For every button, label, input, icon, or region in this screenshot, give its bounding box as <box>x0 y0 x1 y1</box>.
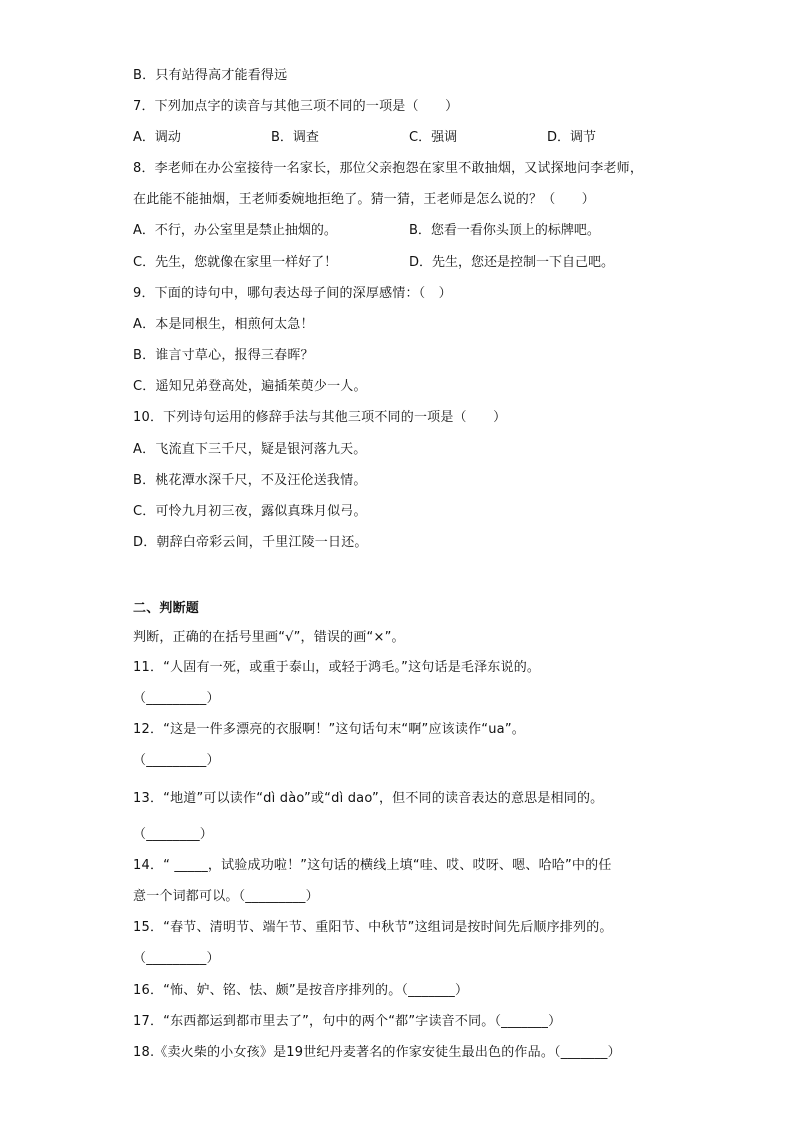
q8-option-b: B．您看一看你头顶上的标牌吧。 <box>409 223 600 238</box>
q7-option-b: B．调查 <box>271 130 319 145</box>
q8-option-a: A．不行，办公室里是禁止抽烟的。 <box>133 223 337 238</box>
q9-option-a: A．本是同根生，相煎何太急！ <box>133 317 314 332</box>
question-10-stem: 10．下列诗句运用的修辞手法与其他三项不同的一项是（ ） <box>133 410 507 425</box>
question-8-stem-line2: 在此能不能抽烟，王老师委婉地拒绝了。猜一猜，王老师是怎么说的？（ ） <box>133 192 596 207</box>
section-2-title: 二、判断题 <box>133 601 200 616</box>
question-14-stem-line1: 14．“ _____，试验成功啦！”这句话的横线上填“哇、哎、哎呀、嗯、哈哈”中的任 <box>133 858 612 873</box>
question-11-blank[interactable]: （_________） <box>133 691 220 706</box>
question-13-blank[interactable]: （________） <box>133 827 213 842</box>
question-8-stem-line1: 8．李老师在办公室接待一名家长，那位父亲抱怨在家里不敢抽烟，又试探地问李老师， <box>133 161 644 176</box>
question-12-blank[interactable]: （_________） <box>133 753 220 768</box>
question-14-stem-line2[interactable]: 意一个词都可以。（_________） <box>133 889 319 904</box>
q10-option-d: D．朝辞白帝彩云间，千里江陵一日还。 <box>133 535 368 550</box>
question-18-stem[interactable]: 18.《卖火柴的小女孩》是19世纪丹麦著名的作家安徒生最出色的作品。（_______） <box>133 1045 621 1060</box>
section-2-instruction: 判断，正确的在括号里画“√”，错误的画“×”。 <box>133 630 405 645</box>
q9-option-c: C．遥知兄弟登高处，遍插茱萸少一人。 <box>133 379 367 394</box>
question-13-stem: 13．“地道”可以读作“dì dào”或“dì dao”，但不同的读音表达的意思是相同的。 <box>133 791 604 806</box>
question-9-stem: 9．下面的诗句中，哪句表达母子间的深厚感情：（ ） <box>133 286 452 301</box>
q9-option-b: B．谁言寸草心，报得三春晖？ <box>133 348 314 363</box>
question-15-blank[interactable]: （_________） <box>133 951 220 966</box>
q10-option-c: C．可怜九月初三夜，露似真珠月似弓。 <box>133 504 367 519</box>
q6-option-b: B．只有站得高才能看得远 <box>133 68 288 83</box>
q7-option-c: C．强调 <box>409 130 458 145</box>
question-11-stem: 11．“人固有一死，或重于泰山，或轻于鸿毛。”这句话是毛泽东说的。 <box>133 660 541 675</box>
q8-option-d: D．先生，您还是控制一下自己吧。 <box>409 255 615 270</box>
question-7-stem: 7．下列加点字的读音与其他三项不同的一项是（ ） <box>133 99 459 114</box>
question-17-stem[interactable]: 17．“东西都运到都市里去了”，句中的两个“都”字读音不同。（_______） <box>133 1014 562 1029</box>
q7-option-d: D．调节 <box>547 130 597 145</box>
q8-option-c: C．先生，您就像在家里一样好了！ <box>133 255 338 270</box>
q10-option-a: A．飞流直下三千尺，疑是银河落九天。 <box>133 442 367 457</box>
q10-option-b: B．桃花潭水深千尺，不及汪伦送我情。 <box>133 473 367 488</box>
question-15-stem: 15．“春节、清明节、端午节、重阳节、中秋节”这组词是按时间先后顺序排列的。 <box>133 920 613 935</box>
q7-option-a: A．调动 <box>133 130 181 145</box>
question-12-stem: 12．“这是一件多漂亮的衣服啊！”这句话句末“啊”应该读作“ua”。 <box>133 722 525 737</box>
question-16-stem[interactable]: 16．“怖、妒、铭、怯、颇”是按音序排列的。（_______） <box>133 983 469 998</box>
